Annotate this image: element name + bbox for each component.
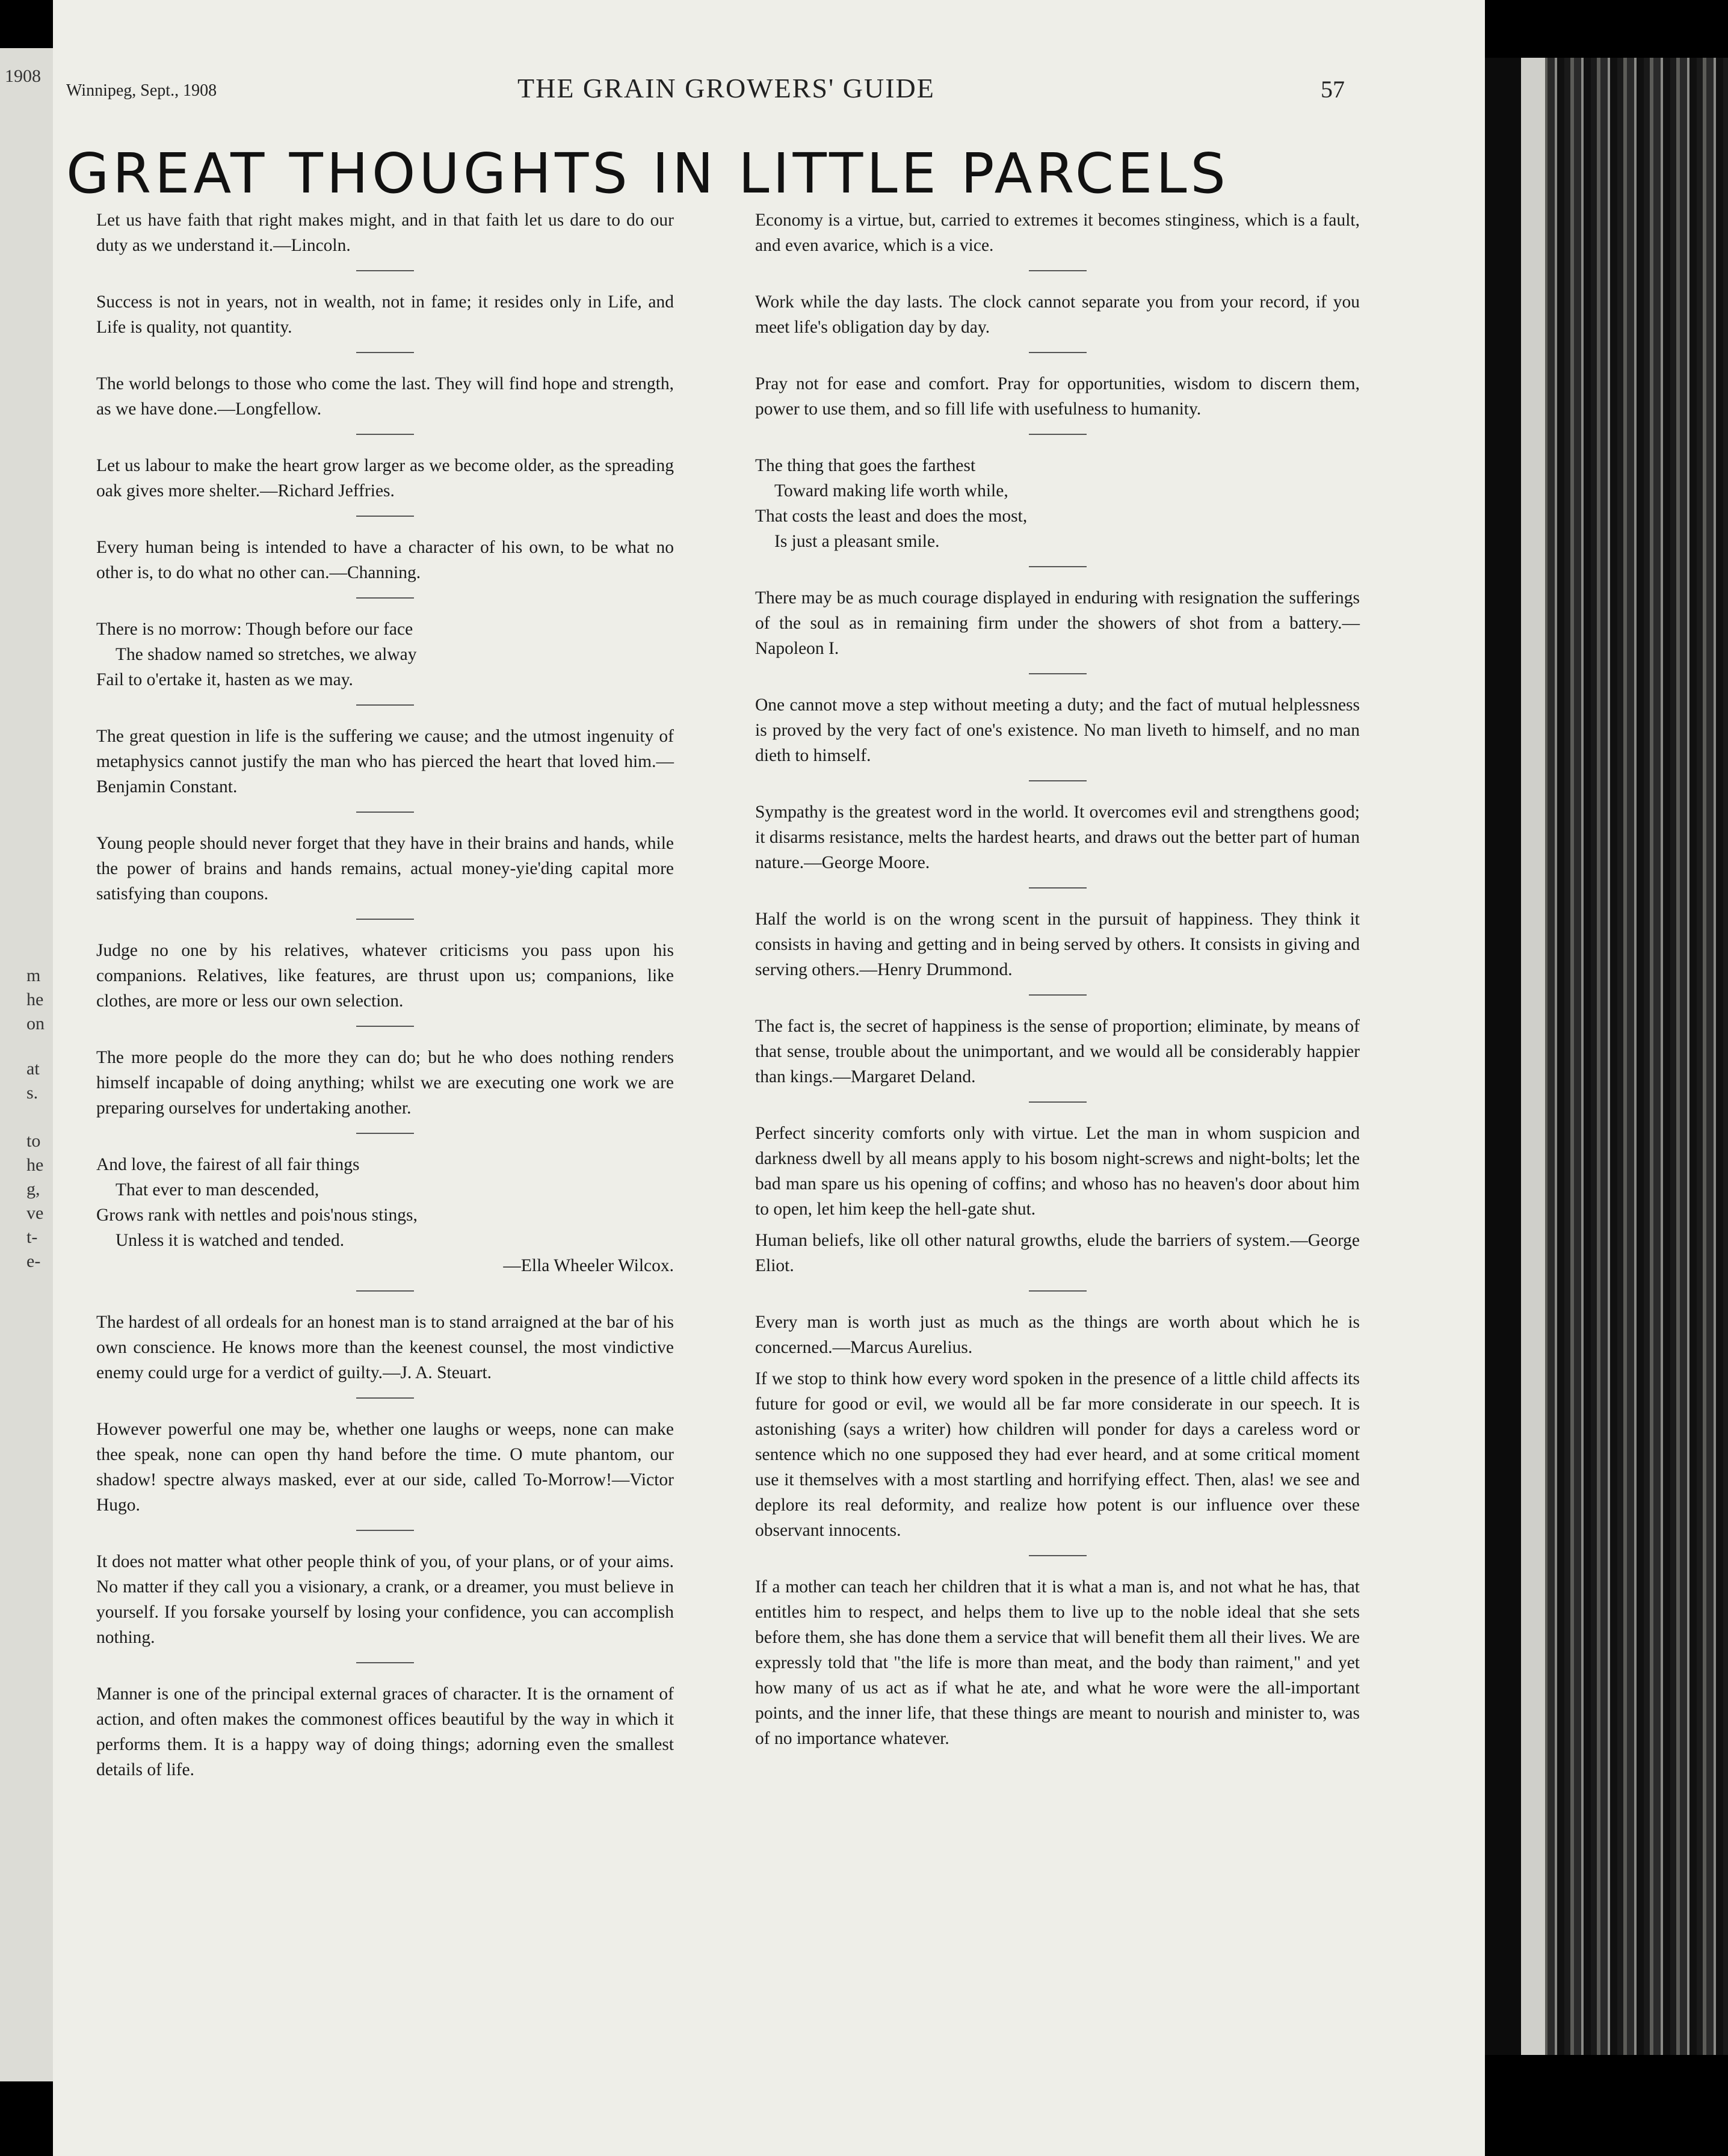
running-header <box>66 69 1345 105</box>
page-edge-strip <box>1521 58 1545 2055</box>
left-column <box>96 208 674 1782</box>
binding-shadow <box>1485 58 1521 2055</box>
left-page-fragment: he <box>26 990 44 1009</box>
separator-rule <box>1029 994 1087 996</box>
quotation: Perfect sincerity comforts only with virtue. Let the man in whom suspicion and darkness dwell by all means apply to his bosom night-screws and night-bolts; let the bad man spare us his opening of coffins; and whoso has no heaven's door about him to open, let him keep the hell-gate shut. <box>755 1124 1360 1219</box>
page-number: 57 <box>1321 76 1345 103</box>
right-column <box>755 208 1360 1751</box>
quotation: Let us labour to make the heart grow larger as we become older, as the spreading oak gives more shelter.—Richard Jeffries. <box>96 456 674 500</box>
quotation: The great question in life is the suffering we cause; and the utmost ingenuity of metaphysics cannot justify the man who has pierced the heart that loved him.—Benjamin Constant. <box>96 727 674 796</box>
verse-quote <box>96 617 674 692</box>
separator-rule <box>356 704 414 706</box>
quotation: Pray not for ease and comfort. Pray for opportunities, wisdom to discern them, power to use them, and so fill life with usefulness to humanity. <box>755 374 1360 419</box>
left-page-fragment: g, <box>26 1179 40 1199</box>
left-page-fragment: s. <box>26 1083 39 1103</box>
headline: GREAT THOUGHTS IN LITTLE PARCELS <box>66 141 1229 206</box>
quotation: Economy is a virtue, but, carried to extremes it becomes stinginess, which is a fault, and even avarice, which is a vice. <box>755 211 1360 255</box>
separator-rule <box>1029 1555 1087 1556</box>
separator-rule <box>356 1397 414 1399</box>
quotation: Judge no one by his relatives, whatever criticisms you pass upon his companions. Relatives, like features, are thrust upon us; companions, like clothes, are more or less our own selection. <box>96 941 674 1011</box>
verse-attribution: —Ella Wheeler Wilcox. <box>503 1256 674 1275</box>
quotation: Manner is one of the principal external graces of character. It is the ornament of action, and often makes the commonest offices beautiful by the way in which it performs them. It is a happy way of doing things; adorning even the smallest details of life. <box>96 1684 674 1779</box>
quotation: It does not matter what other people think of you, of your plans, or of your aims. No matter if they call you a visionary, a crank, or a dreamer, you must believe in yourself. If you forsake yourself by losing your confidence, you can accomplish nothing. <box>96 1552 674 1647</box>
separator-rule <box>1029 887 1087 889</box>
verse-line: Toward making life worth while, <box>774 481 1008 500</box>
separator-rule <box>356 1133 414 1134</box>
verse-quote <box>755 453 1360 554</box>
quotation: Every man is worth just as much as the things are worth about which he is concerned.—Marcus Aurelius. <box>755 1313 1360 1357</box>
separator-rule <box>356 1026 414 1027</box>
verse-line: That ever to man descended, <box>116 1180 319 1200</box>
page-stack-edge <box>1485 58 1728 2055</box>
quotation: Work while the day lasts. The clock cannot separate you from your record, if you meet life's obligation day by day. <box>755 292 1360 337</box>
separator-rule <box>356 597 414 599</box>
quotation: Half the world is on the wrong scent in the pursuit of happiness. They think it consists in having and getting and in being served by others. It consists in giving and serving others.—Henry Drummond. <box>755 910 1360 979</box>
quotation: If we stop to think how every word spoken in the presence of a little child affects its future for good or evil, we would all be far more considerate in our speech. It is astonishing (says a writer) how children will ponder for days a careless word or sentence which no one supposed they had ever heard, and at some critical moment use it themselves with a most startling and horrifying effect. Then, alas! we see and deplore its real deformity, and realize how potent is our influence over these observant innocents. <box>755 1369 1360 1540</box>
quotation: The fact is, the secret of happiness is the sense of proportion; eliminate, by means of that sense, trouble about the unimportant, and we would all be considerably happier than kings.—Margaret Deland. <box>755 1017 1360 1086</box>
left-page-fragment: on <box>26 1014 45 1033</box>
verse-line: The thing that goes the farthest <box>755 456 976 475</box>
left-page-fragment: ve <box>26 1203 44 1223</box>
dateline: Winnipeg, Sept., 1908 <box>66 81 217 100</box>
separator-rule <box>1029 352 1087 353</box>
separator-rule <box>356 1662 414 1663</box>
verse-line: Grows rank with nettles and pois'nous stings, <box>96 1206 418 1225</box>
left-page-fragment: 1908 <box>5 66 41 86</box>
left-page-fragment: t- <box>26 1227 38 1247</box>
separator-rule <box>1029 270 1087 271</box>
separator-rule <box>1029 434 1087 435</box>
verse-line: There is no morrow: Though before our face <box>96 620 413 639</box>
left-page-fragment: m <box>26 966 41 985</box>
verse-line: Fail to o'ertake it, hasten as we may. <box>96 670 353 689</box>
quotation: If a mother can teach her children that it is what a man is, and not what he has, that entitles him to respect, and helps them to live up to the noble ideal that she sets before them, she has done them a service that will benefit them all their lives. We are expressly told that "the life is more than meat, and the body than raiment," and yet how many of us act as if what he ate, and what he wore were the all-important points, and the inner life, that these things are meant to nourish and minister to, was of no importance whatever. <box>755 1577 1360 1748</box>
quotation: Human beliefs, like oll other natural growths, elude the barriers of system.—George Eliot. <box>755 1231 1360 1275</box>
left-page-fragment: at <box>26 1059 40 1079</box>
left-page-fragment: he <box>26 1155 44 1175</box>
quotation: The hardest of all ordeals for an honest man is to stand arraigned at the bar of his own conscience. He knows more than the keenest counsel, the most vindictive enemy could urge for a verdict of guilty.—J. A. Steuart. <box>96 1313 674 1382</box>
separator-rule <box>356 516 414 517</box>
verse-line: Is just a pleasant smile. <box>774 532 940 551</box>
verse-line: Unless it is watched and tended. <box>116 1231 345 1250</box>
separator-rule <box>356 919 414 920</box>
quotation: Success is not in years, not in wealth, not in fame; it resides only in Life, and Life is quality, not quantity. <box>96 292 674 337</box>
verse-line: The shadow named so stretches, we alway <box>116 645 417 664</box>
quotation: The world belongs to those who come the last. They will find hope and strength, as we have done.—Longfellow. <box>96 374 674 419</box>
separator-rule <box>356 352 414 353</box>
verse-quote <box>96 1152 674 1278</box>
separator-rule <box>356 812 414 813</box>
separator-rule <box>356 434 414 435</box>
quotation: There may be as much courage displayed in enduring with resignation the sufferings of the soul as in remaining firm under the showers of shot from a battery.—Napoleon I. <box>755 588 1360 658</box>
left-page-sliver <box>0 48 53 2081</box>
quotation: Every human being is intended to have a character of his own, to be what no other is, to do what no other can.—Channing. <box>96 538 674 582</box>
verse-line: That costs the least and does the most, <box>755 507 1028 526</box>
quotation: One cannot move a step without meeting a duty; and the fact of mutual helplessness is proved by the very fact of one's existence. No man liveth to himself, and no man dieth to himself. <box>755 695 1360 765</box>
separator-rule <box>1029 673 1087 674</box>
separator-rule <box>1029 566 1087 567</box>
separator-rule <box>356 1530 414 1531</box>
separator-rule <box>1029 1101 1087 1103</box>
publication-title: THE GRAIN GROWERS' GUIDE <box>517 73 935 103</box>
quotation: Let us have faith that right makes might, and in that faith let us dare to do our duty as we understand it.—Lincoln. <box>96 211 674 255</box>
separator-rule <box>356 1290 414 1292</box>
quotation: However powerful one may be, whether one laughs or weeps, none can make thee speak, none can open thy hand before the time. O mute phantom, our shadow! spectre always masked, ever at our side, called To-Morrow!—Victor Hugo. <box>96 1420 674 1515</box>
left-page-fragment: e- <box>26 1251 41 1271</box>
quotation: Young people should never forget that they have in their brains and hands, while the power of brains and hands remains, actual money-yie'ding capital more satisfying than coupons. <box>96 834 674 904</box>
quotation: Sympathy is the greatest word in the world. It overcomes evil and strengthens good; it disarms resistance, melts the hardest hearts, and draws out the better part of human nature.—George Moore. <box>755 802 1360 872</box>
separator-rule <box>1029 780 1087 781</box>
left-page-fragment: to <box>26 1131 41 1151</box>
verse-line: And love, the fairest of all fair things <box>96 1155 360 1174</box>
separator-rule <box>356 270 414 271</box>
quotation: The more people do the more they can do; but he who does nothing renders himself incapable of doing anything; whilst we are executing one work we are preparing ourselves for undertaking another. <box>96 1048 674 1118</box>
separator-rule <box>1029 1290 1087 1292</box>
